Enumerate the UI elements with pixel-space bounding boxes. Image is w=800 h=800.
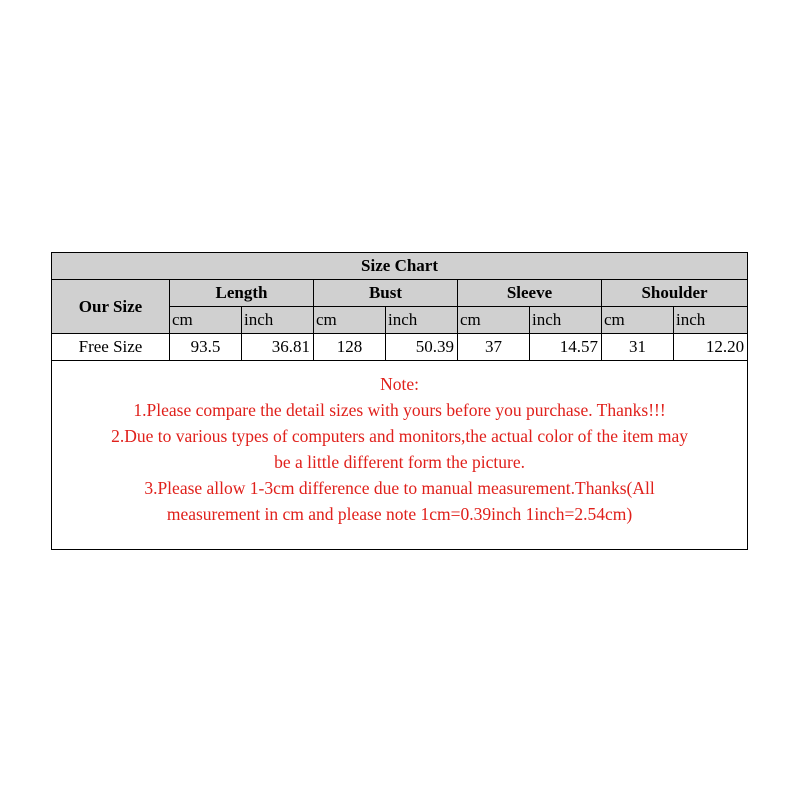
sleeve-header: Sleeve xyxy=(458,280,602,307)
unit-shoulder-cm: cm xyxy=(602,307,674,334)
size-chart-table xyxy=(51,252,748,550)
bust-cm-value: 128 xyxy=(314,334,386,361)
note-line: 1.Please compare the detail sizes with yours before you purchase. Thanks!!! xyxy=(133,400,666,420)
bust-header: Bust xyxy=(314,280,458,307)
unit-bust-cm: cm xyxy=(314,307,386,334)
unit-shoulder-inch: inch xyxy=(674,307,748,334)
sleeve-cm-value: 37 xyxy=(458,334,530,361)
unit-sleeve-inch: inch xyxy=(530,307,602,334)
size-label: Free Size xyxy=(52,334,170,361)
table-row xyxy=(52,334,748,361)
note-line: measurement in cm and please note 1cm=0.39inch 1inch=2.54cm) xyxy=(166,504,633,524)
note-line: be a little different form the picture. xyxy=(274,452,525,472)
unit-bust-inch: inch xyxy=(386,307,458,334)
unit-sleeve-cm: cm xyxy=(458,307,530,334)
unit-length-inch: inch xyxy=(242,307,314,334)
shoulder-header: Shoulder xyxy=(602,280,748,307)
note-line: 3.Please allow 1-3cm difference due to manual measurement.Thanks(All xyxy=(144,478,655,498)
group-header-row xyxy=(52,280,748,307)
notes-row xyxy=(52,361,748,550)
our-size-header: Our Size xyxy=(52,280,170,334)
length-header: Length xyxy=(170,280,314,307)
notes-panel xyxy=(52,361,748,550)
sleeve-inch-value: 14.57 xyxy=(530,334,602,361)
shoulder-inch-value: 12.20 xyxy=(674,334,748,361)
note-heading: Note: xyxy=(380,374,419,394)
bust-inch-value: 50.39 xyxy=(386,334,458,361)
title-row xyxy=(52,253,748,280)
shoulder-cm-value: 31 xyxy=(602,334,674,361)
length-cm-value: 93.5 xyxy=(170,334,242,361)
length-inch-value: 36.81 xyxy=(242,334,314,361)
chart-title: Size Chart xyxy=(52,253,748,280)
unit-length-cm: cm xyxy=(170,307,242,334)
note-line: 2.Due to various types of computers and monitors,the actual color of the item may xyxy=(111,426,688,446)
